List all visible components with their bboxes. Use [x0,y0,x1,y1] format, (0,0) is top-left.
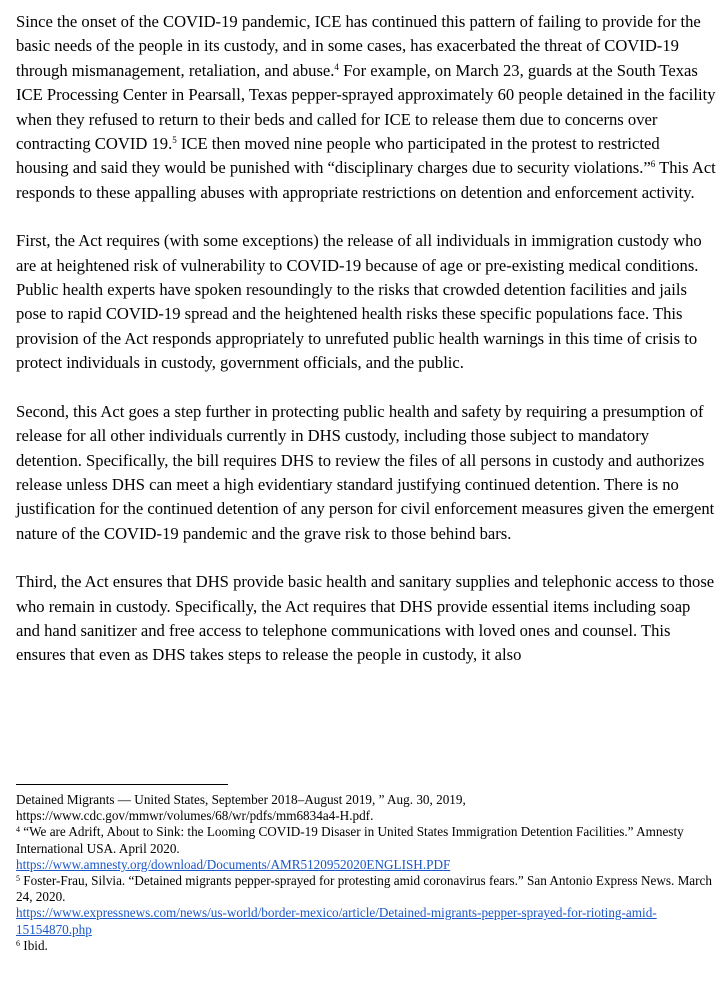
paragraph-text: For example, on March 23, guards at the South Texas ICE Processing Center in Pearsall, Texas pepper-sprayed approximately 60 people detained in the facility when they refused to return to their beds and called for ICE to release them due to concerns over contracting COVID 19. [16,60,716,154]
footnote-link[interactable]: https://www.amnesty.org/download/Documents/AMR5120952020ENGLISH.PDF [16,856,451,872]
paragraph-third-supplies-access: Third, the Act ensures that DHS provide basic health and sanitary supplies and telephonic access to those who remain in custody. Specifically, the Act requires that DHS provide essential items including soap and hand sanitizer and free access to telephone communications with loved ones and counsel. This ensures that even as DHS takes steps to release the people in custody, it also [16,572,715,665]
footnote-ref-5[interactable]: 5 [172,135,177,146]
footnote-number: 5 [16,874,20,884]
footnote-ref-6[interactable]: 6 [650,159,656,170]
document-page [16,10,716,692]
footnote-url: https://www.cdc.gov/mmwr/volumes/68/wr/pdfs/mm6834a4-H.pdf. [16,808,374,824]
paragraph-covid-ice-abuses [16,10,716,205]
footnote-number: 4 [16,825,20,835]
footnote-5 [16,873,721,938]
footnote-continued [16,792,721,824]
paragraph-text: ICE then moved nine people who participated in the protest to restricted housing and said they would be punished with “disciplinary charges due to security violations.” [16,134,660,178]
paragraph-first-release-vulnerable: First, the Act requires (with some exceptions) the release of all individuals in immigration custody who are at heightened risk of vulnerability to COVID-19 because of age or pre-existing medical conditions. Public health experts have spoken resoundingly to the risks that crowded detention facilities and jails pose to rapid COVID-19 spread and the heightened health risks these specific populations face. This provision of the Act responds appropriately to unrefuted public health warnings in this time of crisis to protect individuals in custody, government officials, and the public. [16,231,702,373]
footnote-4 [16,824,721,873]
footnote-text: Detained Migrants — United States, September 2018–August 2019, ” Aug. 30, 2019, [16,792,466,807]
footnote-link[interactable]: https://www.expressnews.com/news/us-world/border-mexico/article/Detained-migrants-pepper-sprayed-for-rioting-amid-15154870.php [16,905,657,937]
footnote-6 [16,938,721,954]
paragraph-second-presumption-release: Second, this Act goes a step further in protecting public health and safety by requiring a presumption of release for all other individuals currently in DHS custody, including those subject to mandatory detention. Specifically, the bill requires DHS to review the files of all persons in custody and authorizes release unless DHS can meet a high evidentiary standard justifying continued detention. There is no justification for the continued detention of any person for civil enforcement measures given the emergent nature of the COVID-19 pandemic and the grave risk to those behind bars. [16,401,715,543]
footnote-separator [16,784,228,785]
paragraph-text: Since the onset of the COVID-19 pandemic, ICE has continued this pattern of failing to provide for the basic needs of the people in its custody, and in some cases, has exacerbated the threat of COVID-19 through mismanagement, retaliation, and abuse. [16,12,701,80]
footnote-number: 6 [16,938,20,948]
footnote-ref-4[interactable]: 4 [334,61,339,72]
paragraph-text: This Act responds to these appalling abuses with appropriate restrictions on detention and enforcement activity. [16,158,716,202]
footnote-text: Ibid. [20,937,48,953]
footnotes [16,792,721,954]
footnote-text: Foster-Frau, Silvia. “Detained migrants pepper-sprayed for protesting amid coronavirus fears.” San Antonio Express News. March 24, 2020. [16,873,713,905]
footnote-text: “We are Adrift, About to Sink: the Looming COVID-19 Disaser in United States Immigration Detention Facilities.” Amnesty International USA. April 2020. [16,824,684,856]
